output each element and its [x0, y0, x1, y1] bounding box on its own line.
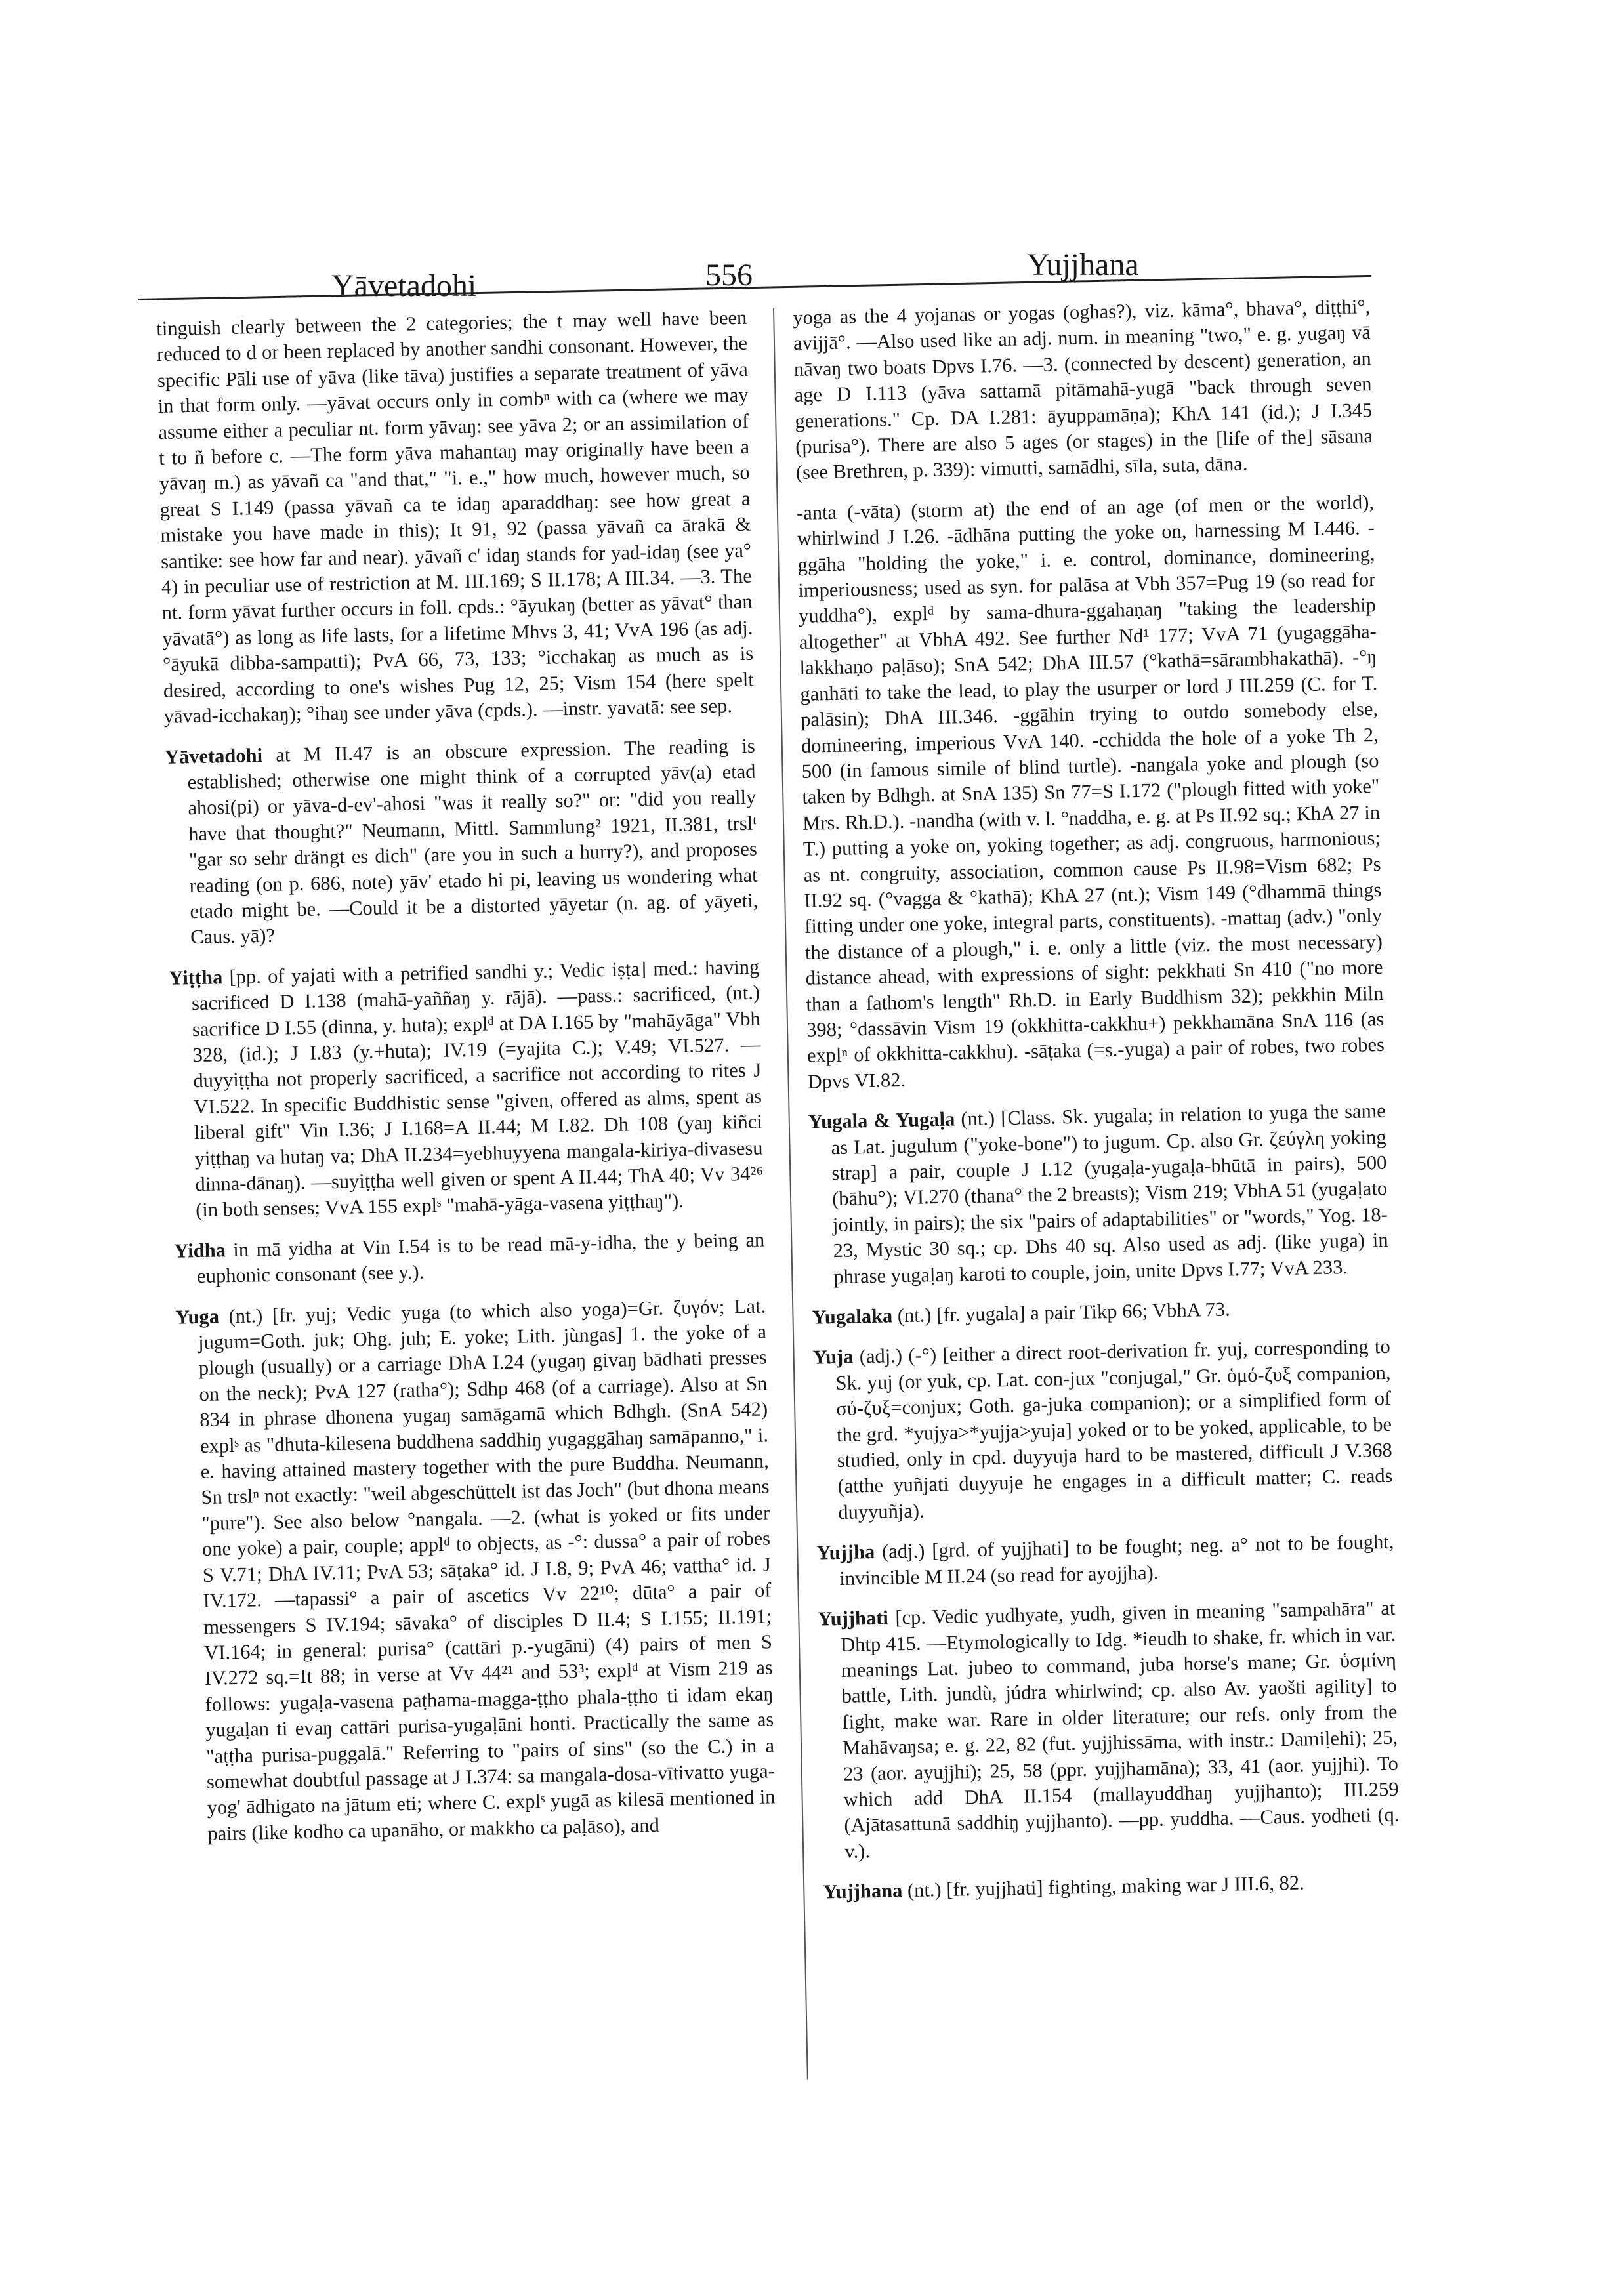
page-number: 556: [705, 258, 753, 293]
headword: Yidha: [174, 1239, 226, 1262]
headword: Yugala & Yugaḷa: [808, 1107, 955, 1133]
headword: Yāvetadohi: [164, 743, 263, 768]
entry-yuja: [812, 1334, 1393, 1526]
headword: Yugalaka: [812, 1304, 893, 1329]
entry-text: (nt.) [fr. yuj; Vedic yuga (to which also yoga)=Gr. ζυγόν; Lat. jugum=Goth. juk; Ohg. juh; E. yoke; Lith. jùngas] 1. the yoke of a plough (usually) or a carriage DhA I.24 (yugaŋ givaŋ bādhati presses on the neck); PvA 127 (ratha°); Sdhp 468 (of a carriage). Also at Sn 834 in phrase dhonena yugaŋ samāgamā which Bdhgh. (SnA 542) explˢ as "dhuta-kilesena buddhena saddhiŋ yugaggāhaŋ samāpanno," i. e. having attained mastery together with the pure Buddha. Neumann, Sn trslⁿ not exactly: "weil abgeschüttelt ist das Joch" (but dhona means "pure"). See also below °nangala. —2. (what is yoked or fits under one yoke) a pair, couple; applᵈ to objects, as -°: dussa° a pair of robes S V.71; DhA IV.11; PvA 53; sāṭaka° id. J I.8, 9; PvA 46; vattha° id. J IV.172. —tapassi° a pair of ascetics Vv 22¹⁰; dūta° a pair of messengers S IV.194; sāvaka° of disciples D II.4; S I.155; II.191; VI.164; in general: purisa° (cattāri p.-yugāni) (4) pairs of men S IV.272 sq.=It 88; in verse at Vv 44²¹ and 53³; explᵈ at Vism 219 as follows: yugaḷa-vasena paṭhama-magga-ṭṭho phala-ṭṭho ti idam ekaŋ yugaḷan ti evaŋ cattāri purisa-yugaḷāni honti. Practically the same as "aṭṭha purisa-puggalā." Referring to "pairs of sins" (so the C.) in a somewhat doubtful passage at J I.374: sa mangala-dosa-vītivatto yuga-yog' ādhigato na jātum eti; where C. explˢ yugā as kilesā mentioned in pairs (like kodho ca upanāho, or makkho ca paḷāso), and: [198, 1294, 776, 1845]
entry-text: (nt.) [Class. Sk. yugala; in relation to yuga the same as Lat. jugulum ("yoke-bone") to jugum. Cp. also Gr. ζεύγλη yoking strap] a pair, couple J I.12 (yugaḷa-yugaḷa-bhūtā in pairs), 500 (bāhu°); VI.270 (thana° the 2 breasts); Vism 219; VbhA 51 (yugaḷato jointly, in pairs); the six "pairs of adaptabilities" or "words," Yog. 18-23, Mystic 30 sq.; cp. Dhs 40 sq. Also used as adj. (like yuga) in phrase yugaḷaŋ karoti to couple, join, unite Dpvs I.77; VvA 233.: [831, 1100, 1388, 1288]
entry-yugalaka: [812, 1294, 1390, 1331]
entry-text: (nt.) [fr. yujjhati] fighting, making war J III.6, 82.: [902, 1871, 1304, 1902]
left-guide-word: Yāvetadohi: [331, 268, 477, 303]
entry-text: at M II.47 is an obscure expression. The reading is established; otherwise one might think of a corrupted yāv(a) etad ahosi(pi) or yāva-d-ev'-ahosi "was it really so?" or: "did you really have that thought?" Neumann, Mittl. Sammlung² 1921, II.381, trslᵗ "gar so sehr drängt es dich" (are you in such a hurry?), and proposes reading (on p. 686, note) yāv' etado hi pi, leaving us wondering what etado might be. —Could it be a distorted yāyetar (n. ag. of yāyeti, Caus. yā)?: [187, 734, 759, 949]
entry-yujjhati: [818, 1596, 1400, 1865]
entry-text: -anta (-vāta) (storm at) the end of an age (of men or the world), whirlwind J I.26. -ādhāna putting the yoke on, harnessing M I.446. -ggāha "holding the yoke," i. e. control, dominance, domineering, imperiousness; used as syn. for palāsa at Vbh 357=Pug 19 (so read for yuddha°), explᵈ by sama-dhura-ggahaṇaŋ "taking the leadership altogether" at VbhA 492. See further Nd¹ 177; VvA 71 (yugaggāha-lakkhaṇo paḷāso); SnA 542; DhA III.57 (°kathā=sārambhakathā). -°ŋ ganhāti to take the lead, to play the usurper or lord J III.259 (C. for T. palāsin); DhA III.346. -ggāhin trying to outdo somebody else, domineering, imperious VvA 140. -cchidda the hole of a yoke Th 2, 500 (in famous simile of blind turtle). -nangala yoke and plough (so taken by Bdhgh. at SnA 135) Sn 77=S I.172 ("plough fitted with yoke" Mrs. Rh.D.). -nandha (with v. l. °naddha, e. g. at Ps II.92 sq.; KhA 27 in T.) putting a yoke on, yoking together; as adj. congruous, harmonious; as nt. congruity, association, common cause Ps II.98=Vism 682; Ps II.92 sq. (°vagga & °kathā); KhA 27 (nt.); Vism 149 (°dhammā things fitting under one yoke, integral parts, constituents). -mattaŋ (adv.) "only the distance of a plough," i. e. only a little (viz. the most necessary) distance ahead, with expressions of sight: pekkhati Sn 410 ("no more than a fathom's length" Rh.D. in Early Buddhism 32); pekkhin Miln 398; °dassāvin Vism 19 (okkhitta-cakkhu+) pekkhamāna SnA 116 (as explⁿ of okkhitta-cakkhu). -sāṭaka (=s.-yuga) a pair of robes, two robes Dpvs VI.82.: [796, 490, 1385, 1093]
entry-yujjha: [816, 1529, 1394, 1592]
entry-text: [pp. of yajati with a petrified sandhi y.; Vedic iṣṭa] med.: having sacrificed D I.138 (mahā-yaññaŋ y. rājā). —pass.: sacrificed, (nt.) sacrifice D I.55 (dinna, y. huta); explᵈ at DA I.165 by "mahāyāga" Vbh 328, (id.); J I.83 (y.+huta); IV.19 (=yajita C.); V.49; VI.527. —duyyiṭṭha not properly sacrificed, a sacrifice not according to rites J VI.522. In specific Buddhistic sense "given, offered as alms, spent as liberal gift" Vin I.36; J I.168=A II.44; M I.82. Dh 108 (yaŋ kiñci yiṭṭhaŋ va hutaŋ va; DhA II.234=yebhuyyena mangala-kiriya-divasesu dinna-dānaŋ). —suyiṭṭha well given or spent A II.44; ThA 40; Vv 34²⁶ (in both senses; VvA 155 explˢ "mahā-yāga-vasena yiṭṭhaŋ").: [191, 955, 764, 1222]
headword: Yuja: [812, 1345, 854, 1369]
entry-text: in mā yidha at Vin I.54 is to be read mā-y-idha, the y being an euphonic consonant (see y.).: [196, 1228, 765, 1288]
left-column: [156, 305, 776, 1862]
headword: Yiṭṭha: [169, 965, 223, 989]
entry-yugala: [808, 1098, 1389, 1291]
entry-yuga-compounds: [797, 489, 1385, 1095]
entry-text: (adj.) (-°) [either a direct root-derivation fr. yuj, corresponding to Sk. yuj (or yuk, cp. Lat. con-jux "conjugal," Gr. ὁμό-ζυξ companion, σύ-ζυξ=conjux; Goth. ga-juka companion); or a simplified form of the grd. *yujya>*yujja>yuja] yoked or to be yoked, applicable, to be studied, only in cpd. duyyuja hard to be mastered, difficult J V.368 (atthe yuñjati duyyuje he engages in a difficult matter; C. reads duyyuñja).: [835, 1335, 1393, 1523]
headword: Yujjha: [816, 1540, 875, 1564]
entry-text: yoga as the 4 yojanas or yogas (oghas?), viz. kāma°, bhava°, diṭṭhi°, avijjā°. —Also used like an adj. num. in meaning "two," e. g. yugaŋ vā nāvaŋ two boats Dpvs I.76. —3. (connected by descent) generation, an age D I.113 (yāva sattamā pitāmahā-yugā "back through seven generations." Cp. DA I.281: āyuppamāṇa); KhA 141 (id.); J I.345 (purisa°). There are also 5 ages (or stages) in the [life of the] sāsana (see Brethren, p. 339): vimutti, samādhi, sīla, suta, dāna.: [793, 295, 1373, 484]
headword: Yujjhana: [823, 1879, 903, 1903]
headword: Yujjhati: [818, 1606, 889, 1630]
entry-text: [cp. Vedic yudhyate, yudh, given in meaning "sampahāra" at Dhtp 415. —Etymologically to Idg. *ieudh to shake, fr. which in var. meanings Lat. jubeo to command, juba horse's mane; Gr. ὑσμίνη battle, Lith. jundù, júdra whirlwind; cp. also Av. yaošti agility] to fight, make war. Rare in older literature; our refs. only from the Mahāvaŋsa; e. g. 22, 82 (fut. yujjhissāma, with instr.: Damiḷehi); 25, 23 (aor. ayujjhi); 25, 58 (ppr. yujjhamāna); 33, 41 (aor. yujjhi). To which add DhA II.154 (mallayuddhaŋ yujjhanto); III.259 (Ajātasattunā saddhiŋ yujjhanto). —pp. yuddha. —Caus. yodheti (q. v.).: [840, 1596, 1400, 1863]
entry-text: (nt.) [fr. yugala] a pair Tikp 66; VbhA 73.: [892, 1298, 1230, 1327]
entry-yuga: [175, 1293, 776, 1848]
headword: Yuga: [175, 1305, 220, 1329]
right-column: [793, 294, 1401, 1920]
entry-yavetadohi: [165, 733, 759, 951]
entry-text: tinguish clearly between the 2 categories; the t may well have been reduced to d or been replaced by another sandhi consonant. However, the specific Pāli use of yāva (like tāva) justifies a separate treatment of yāva in that form only. —yāvat occurs only in combⁿ with ca (where we may assume either a peculiar nt. form yāvaŋ: see yāva 2; or an assimilation of t to ñ before c. —The form yāva mahantaŋ may originally have been a yāvaŋ m.) as yāvañ ca "and that," "i. e.," how much, however much, so great S I.149 (passa yāvañ ca te idaŋ aparaddhaŋ: see how great a mistake you have made in this); It 91, 92 (passa yāvañ ca ārakā & santike: see how far and near). yāvañ c' idaŋ stands for yad-idaŋ (see ya° 4) in peculiar use of restriction at M. III.169; S II.178; A III.34. —3. The nt. form yāvat further occurs in foll. cpds.: °āyukaŋ (better as yāvat° than yāvatā°) as long as life lasts, for a lifetime Mhvs 3, 41; VvA 196 (as adj. °āyukā dibba-sampatti); PvA 66, 73, 133; °icchakaŋ as much as is desired, according to one's wishes Pug 12, 25; Vism 154 (here spelt yāvad-icchakaŋ); °ihaŋ see under yāva (cpds.). —instr. yavatā: see sep.: [156, 306, 755, 728]
entry-yujjhana: [823, 1869, 1401, 1905]
entry-yidha: [174, 1227, 765, 1290]
entry-yava-continuation: [156, 305, 755, 730]
entry-yittha: [169, 954, 764, 1224]
entry-text: (adj.) [grd. of yujjhati] to be fought; neg. a° not to be fought, invincible M II.24 (so read for ayojjha).: [839, 1531, 1394, 1590]
entry-yuga-continuation: [793, 294, 1373, 486]
right-guide-word: Yujjhana: [1027, 247, 1139, 282]
